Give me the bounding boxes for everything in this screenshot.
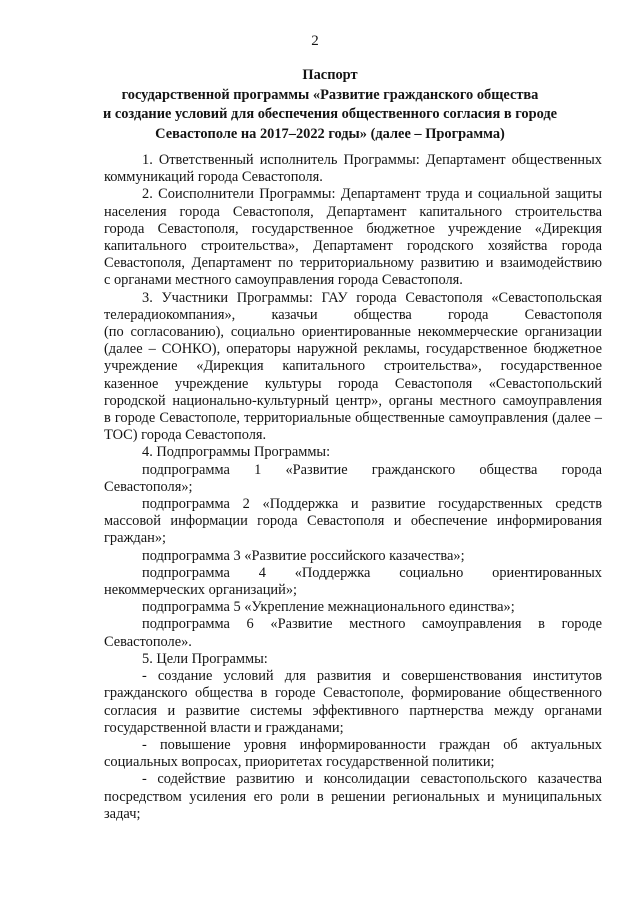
passport-heading xyxy=(95,66,565,144)
goal-2-line-1: - повышение уровня информированности граждан об актуальных xyxy=(142,736,602,753)
subprogram-2-line-3: граждан»; xyxy=(104,530,167,547)
item-2-line-6: с органами местного самоуправления города Севастополя. xyxy=(104,272,463,289)
subprogram-4-line-2: некоммерческих организаций»; xyxy=(104,582,298,599)
item-2-line-4: капитального строительства», Департамент городского хозяйства города xyxy=(104,238,602,255)
item-3-line-1: 3. Участники Программы: ГАУ города Севастополя «Севастопольская xyxy=(142,289,602,306)
heading-line-2: государственной программы «Развитие гражданского общества xyxy=(121,86,539,103)
subprogram-5-line-1: подпрограмма 5 «Укрепление межнационального единства»; xyxy=(142,599,515,616)
subprogram-2-line-2: массовой информации города Севастополя и обеспечение информирования xyxy=(104,513,602,530)
subprogram-1-line-2: Севастополя»; xyxy=(104,478,193,495)
item-co-executors xyxy=(104,186,602,289)
item-3-line-3: (по согласованию), социально ориентированные некоммерческие организации xyxy=(104,324,602,341)
heading-line-3: и создание условий для обеспечения общественного согласия в городе xyxy=(102,106,558,122)
item-1-line-2: коммуникаций города Севастополя. xyxy=(104,169,323,186)
goal-2-line-2: социальных вопросах, приоритетах государственной политики; xyxy=(104,754,495,771)
item-2-line-5: Севастополя, Департамент по территориальному развитию и взаимодействию xyxy=(104,255,602,272)
goal-3-line-2: посредством усиления его роли в решении региональных и муниципальных xyxy=(104,788,602,805)
heading-line-4: Севастополе на 2017–2022 годы» (далее – Программа) xyxy=(155,125,505,142)
goal-3-line-1: - содействие развитию и консолидации севастопольского казачества xyxy=(142,771,602,788)
item-3-line-9: ТОС) города Севастополя. xyxy=(104,427,267,444)
subprogram-1-line-1: подпрограмма 1 «Развитие гражданского общества города xyxy=(142,461,602,478)
item-3-line-5: учреждение «Дирекция капитального строительства», государственное xyxy=(104,358,602,375)
goal-1-line-4: государственной власти и гражданами; xyxy=(104,719,344,736)
subprogram-2-line-1: подпрограмма 2 «Поддержка и развитие государственных средств xyxy=(142,496,602,513)
item-3-line-6: казенное учреждение культуры города Севастополя «Севастопольский xyxy=(104,375,602,392)
item-participants xyxy=(104,290,602,445)
item-responsible-executor xyxy=(104,152,602,186)
page-number: 2 xyxy=(311,33,319,49)
item-goals xyxy=(104,651,602,823)
subprogram-4-line-1: подпрограмма 4 «Поддержка социально ориентированных xyxy=(142,564,602,581)
item-subprograms xyxy=(104,444,602,650)
goal-1-line-2: гражданского общества в городе Севастополе, формирование общественного xyxy=(104,685,602,702)
heading-line-1: Паспорт xyxy=(302,67,358,83)
item-3-line-7: городской национально-культурный центр», органы местного самоуправления xyxy=(104,392,602,409)
item-3-line-8: в городе Севастополе, территориальные общественные самоуправления (далее – xyxy=(104,410,602,427)
subprogram-6-line-1: подпрограмма 6 «Развитие местного самоуправления в городе xyxy=(142,616,602,633)
item-2-line-1: 2. Соисполнители Программы: Департамент труда и социальной защиты xyxy=(142,186,602,203)
subprogram-3-line-1: подпрограмма 3 «Развитие российского казачества»; xyxy=(142,547,465,564)
goal-3-line-3: задач; xyxy=(104,805,141,822)
subprogram-6-line-2: Севастополе». xyxy=(104,633,192,650)
item-2-line-2: населения города Севастополя, Департамент капитального строительства xyxy=(104,203,602,220)
subprograms-title: 4. Подпрограммы Программы: xyxy=(142,444,331,461)
item-3-line-4: (далее – СОНКО), операторы наружной рекламы, государственное бюджетное xyxy=(104,341,602,358)
item-1-line-1: 1. Ответственный исполнитель Программы: Департамент общественных xyxy=(142,152,602,168)
item-2-line-3: города Севастополя, государственное бюджетное учреждение «Дирекция xyxy=(104,220,602,237)
passport-body xyxy=(104,152,602,823)
goals-title: 5. Цели Программы: xyxy=(142,650,268,667)
goal-1-line-3: согласия и развитие системы эффективного партнерства между органами xyxy=(104,702,602,719)
item-3-line-2: телерадиокомпания», казачьи общества города Севастополя xyxy=(104,306,602,323)
goal-1-line-1: - создание условий для развития и совершенствования институтов xyxy=(142,668,602,685)
